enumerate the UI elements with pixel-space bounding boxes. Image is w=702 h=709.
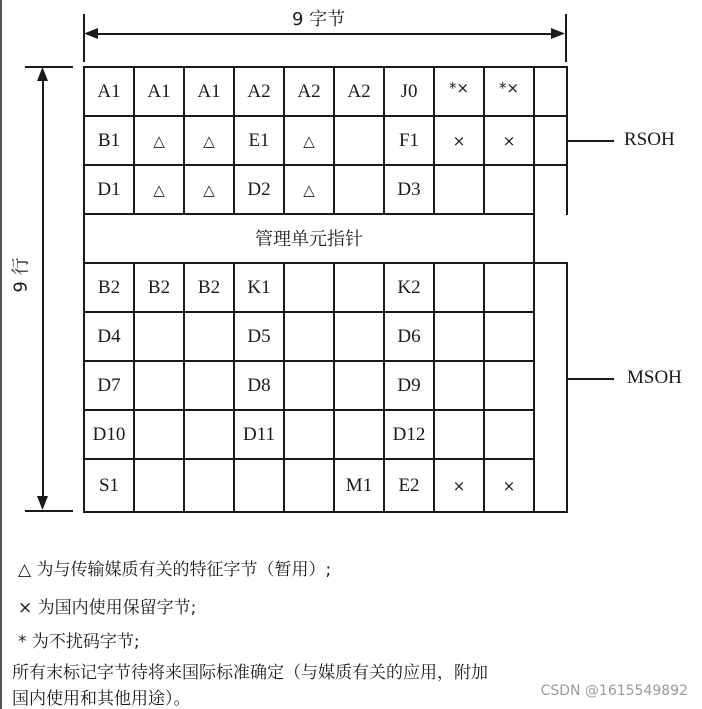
rsoh-cell: D3 bbox=[397, 178, 421, 200]
rsoh-cell: *× bbox=[498, 79, 520, 97]
rsoh-cell: △ bbox=[303, 131, 315, 150]
rsoh-cell: △ bbox=[153, 180, 165, 199]
msoh-cell: × bbox=[502, 476, 516, 495]
msoh-leader bbox=[566, 378, 614, 380]
msoh-cell bbox=[334, 312, 384, 361]
rsoh-cell: D2 bbox=[247, 178, 271, 200]
msoh-cell bbox=[334, 410, 384, 459]
msoh-cell bbox=[184, 361, 234, 410]
note-line-2: 国内使用和其他用途）。 bbox=[12, 689, 191, 709]
msoh-cell bbox=[434, 410, 484, 459]
triangle-icon: △ bbox=[18, 560, 32, 580]
msoh-cell bbox=[334, 361, 384, 410]
rsoh-cell: A1 bbox=[97, 80, 121, 102]
msoh-cell bbox=[284, 263, 334, 312]
rsoh-cell: △ bbox=[303, 180, 315, 199]
msoh-cell bbox=[434, 312, 484, 361]
arrow-right-icon bbox=[551, 27, 565, 40]
width-label: 9 字节 bbox=[292, 9, 346, 30]
watermark: CSDN @1615549892 bbox=[540, 683, 688, 699]
rsoh-cell: A2 bbox=[247, 80, 271, 102]
rsoh-cell: A2 bbox=[297, 80, 321, 102]
arrow-up-icon bbox=[36, 67, 49, 81]
msoh-cell bbox=[134, 459, 184, 512]
arrow-left-icon bbox=[84, 27, 98, 40]
rsoh-cell: × bbox=[452, 131, 466, 150]
msoh-cell bbox=[284, 312, 334, 361]
legend-item-triangle: △ 为与传输媒质有关的特征字节（暂用）; bbox=[18, 560, 332, 580]
rsoh-cell: B1 bbox=[97, 129, 121, 151]
msoh-cell bbox=[134, 312, 184, 361]
rsoh-cell: D1 bbox=[97, 178, 121, 200]
msoh-cell bbox=[434, 361, 484, 410]
msoh-cell: K1 bbox=[247, 276, 271, 298]
msoh-cell: × bbox=[452, 476, 466, 495]
msoh-cell bbox=[484, 361, 534, 410]
msoh-cell bbox=[184, 312, 234, 361]
msoh-cell: D6 bbox=[397, 325, 421, 347]
msoh-cell bbox=[284, 361, 334, 410]
arrow-down-icon bbox=[36, 496, 49, 510]
msoh-cell bbox=[484, 312, 534, 361]
rsoh-cell: × bbox=[502, 131, 516, 150]
msoh-cell: D12 bbox=[392, 423, 426, 445]
grid-line bbox=[566, 262, 568, 513]
rsoh-cell bbox=[484, 165, 534, 214]
msoh-cell bbox=[134, 361, 184, 410]
msoh-label: MSOH bbox=[627, 367, 682, 388]
legend-item-cross: × 为国内使用保留字节; bbox=[18, 598, 197, 618]
msoh-cell bbox=[334, 263, 384, 312]
msoh-cell: K2 bbox=[397, 276, 421, 298]
rsoh-cell: F1 bbox=[398, 129, 420, 151]
rsoh-cell: A1 bbox=[147, 80, 171, 102]
msoh-cell bbox=[284, 410, 334, 459]
msoh-cell: D8 bbox=[247, 374, 271, 396]
image-edge bbox=[0, 0, 2, 709]
rsoh-cell: A1 bbox=[197, 80, 221, 102]
msoh-cell: B2 bbox=[197, 276, 221, 298]
cross-icon: × bbox=[18, 598, 33, 618]
msoh-cell bbox=[134, 410, 184, 459]
msoh-cell bbox=[484, 410, 534, 459]
asterisk-icon: * bbox=[18, 632, 27, 652]
rsoh-cell: *× bbox=[448, 79, 470, 97]
msoh-cell bbox=[434, 263, 484, 312]
rsoh-cell bbox=[334, 165, 384, 214]
rsoh-cell: A2 bbox=[347, 80, 371, 102]
height-label: 9 行 bbox=[10, 257, 32, 293]
msoh-cell bbox=[484, 263, 534, 312]
msoh-cell: B2 bbox=[97, 276, 121, 298]
rsoh-cell: J0 bbox=[400, 80, 418, 102]
rsoh-cell: △ bbox=[153, 131, 165, 150]
msoh-cell bbox=[184, 410, 234, 459]
msoh-cell: B2 bbox=[147, 276, 171, 298]
msoh-cell bbox=[184, 459, 234, 512]
msoh-cell: S1 bbox=[98, 474, 120, 496]
rsoh-cell bbox=[334, 116, 384, 165]
msoh-cell: D9 bbox=[397, 374, 421, 396]
rsoh-cell: △ bbox=[203, 180, 215, 199]
msoh-cell bbox=[284, 459, 334, 512]
au-pointer-row: 管理单元指针 bbox=[255, 229, 363, 250]
msoh-cell bbox=[234, 459, 284, 512]
note-line-1: 所有末标记字节待将来国际标准确定（与媒质有关的应用，附加 bbox=[12, 663, 488, 683]
legend-item-asterisk: * 为不扰码字节; bbox=[18, 632, 140, 652]
msoh-cell: D11 bbox=[242, 423, 276, 445]
rsoh-leader bbox=[566, 140, 614, 142]
rsoh-cell: E1 bbox=[248, 129, 270, 151]
msoh-cell: D7 bbox=[97, 374, 121, 396]
msoh-cell: M1 bbox=[345, 474, 373, 496]
msoh-cell: D10 bbox=[92, 423, 126, 445]
msoh-cell: D5 bbox=[247, 325, 271, 347]
msoh-cell: D4 bbox=[97, 325, 121, 347]
rsoh-cell bbox=[434, 165, 484, 214]
rsoh-cell: △ bbox=[203, 131, 215, 150]
rsoh-label: RSOH bbox=[624, 129, 675, 150]
msoh-cell: E2 bbox=[398, 474, 420, 496]
